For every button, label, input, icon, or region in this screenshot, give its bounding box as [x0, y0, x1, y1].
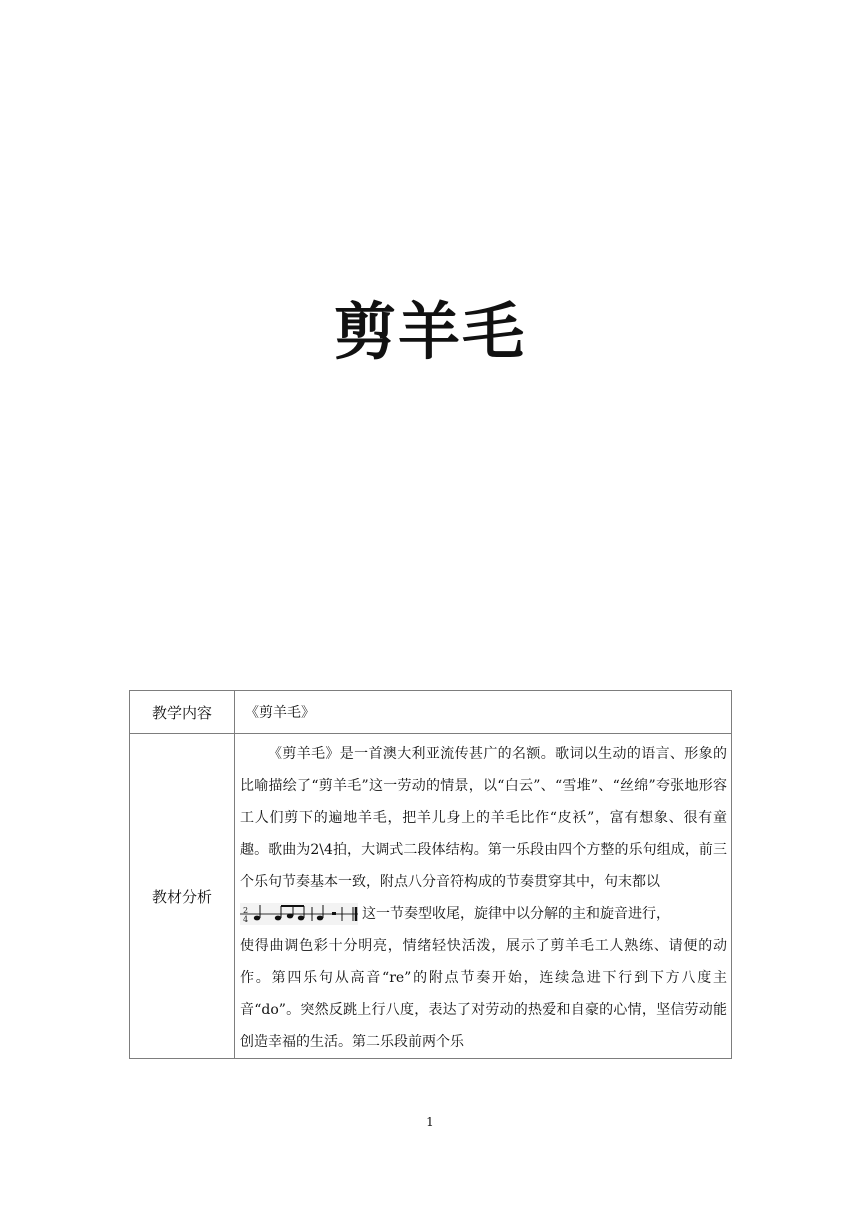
table-row-material-analysis [130, 734, 732, 1059]
row-label-teaching-content: 教学内容 [130, 691, 235, 734]
table-row-teaching-content [130, 691, 732, 734]
analysis-paragraph-part-1: 《剪羊毛》是一首澳大利亚流传甚广的名额。歌词以生动的语言、形象的比喻描绘了“剪羊毛”这一劳动的情景，以“白云”、“雪堆”、“丝绵”夸张地形容工人们剪下的遍地羊毛，把羊儿身上的羊毛比作“皮袄”，富有想象、很有童趣。歌曲为2\4拍，大调式二段体结构。第一乐段由四个方整的乐句组成，前三个乐句节奏基本一致，附点八分音符构成的节奏贯穿其中，句末都以 [240, 746, 727, 890]
rhythm-notation-image [240, 903, 358, 925]
document-title: 剪羊毛 [333, 295, 526, 368]
analysis-inline-text: 这一节奏型收尾，旋律中以分解的主和旋音进行， [362, 906, 670, 922]
page-number: 1 [426, 1115, 434, 1129]
teaching-content-value: 《剪羊毛》 [235, 691, 732, 734]
material-analysis-cell [235, 734, 732, 1059]
svg-text:4: 4 [243, 915, 249, 924]
lesson-table [129, 690, 732, 1059]
svg-text:2: 2 [243, 906, 249, 915]
analysis-paragraph-part-2: 使得曲调色彩十分明亮，情绪轻快活泼，展示了剪羊毛工人熟练、请便的动作。第四乐句从高音“re”的附点节奏开始，连续急进下行到下方八度主音“do”。突然反跳上行八度，表达了对劳动的热爱和自豪的心情，坚信劳动能创造幸福的生活。第二乐段前两个乐 [240, 938, 727, 1050]
rhythm-line [240, 898, 727, 930]
row-label-material-analysis: 教材分析 [130, 734, 235, 1059]
